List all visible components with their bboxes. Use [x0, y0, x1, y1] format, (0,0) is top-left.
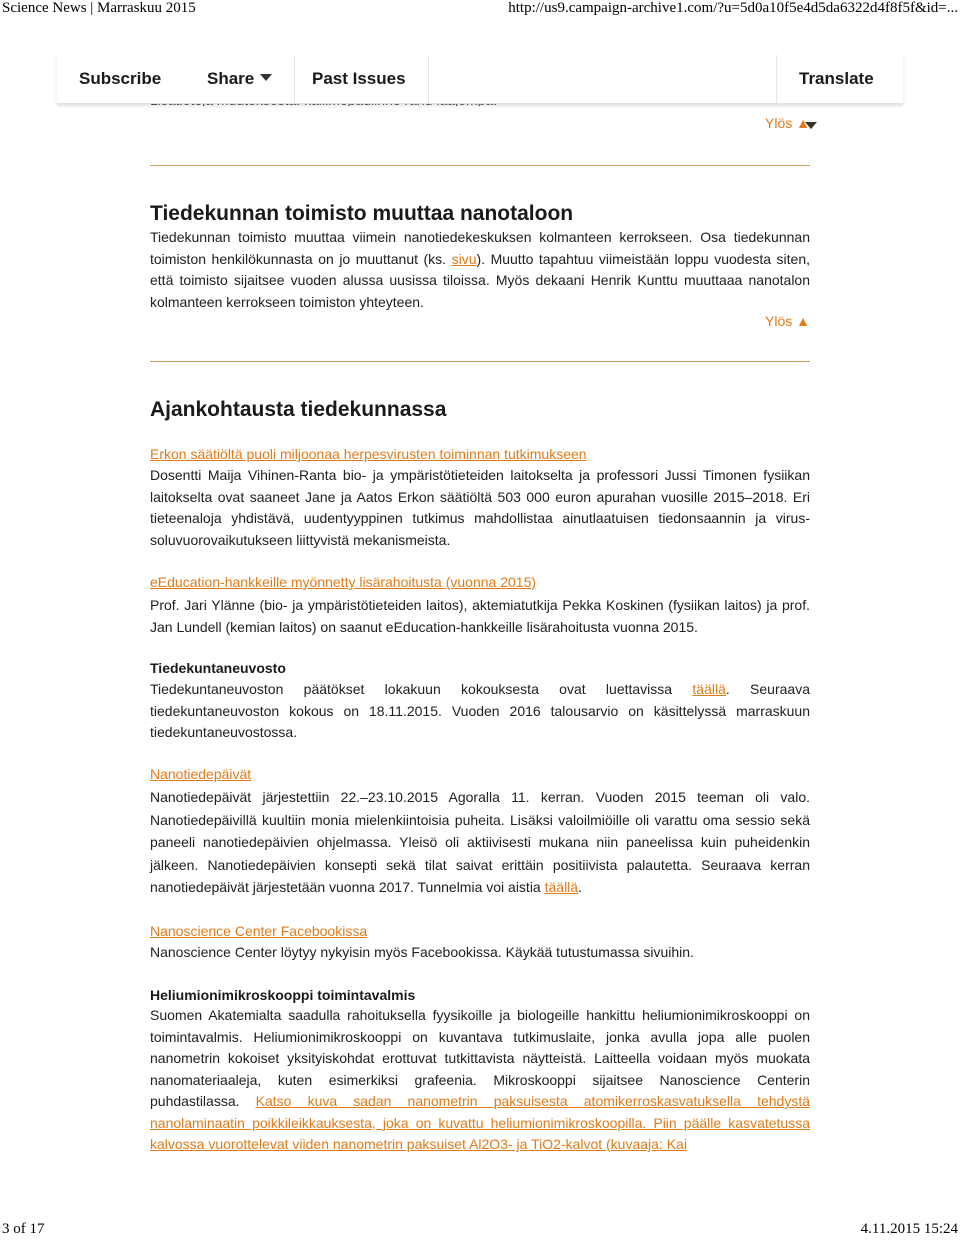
news-paragraph — [150, 1005, 810, 1156]
back-to-top-link[interactable]: Ylös ▲ — [765, 313, 810, 329]
news-heading-link[interactable]: Erkon säätiöltä puoli miljoonaa herpesvirusten toiminnan tutkimukseen — [150, 446, 587, 462]
subscribe-label: Subscribe — [79, 69, 162, 88]
news-heading: Tiedekuntaneuvosto — [150, 660, 286, 676]
translate-dropdown[interactable] — [776, 55, 903, 103]
sivu-link[interactable]: sivu — [451, 250, 477, 267]
news-paragraph — [150, 679, 810, 744]
news-heading-link[interactable]: Nanotiedepäivät — [150, 766, 252, 782]
paragraph-text: . — [578, 879, 582, 895]
print-footer — [0, 1219, 960, 1241]
section-title: Ajankohtausta tiedekunnassa — [150, 398, 447, 421]
taalla-link[interactable]: täällä — [544, 879, 579, 895]
section-title: Tiedekunnan toimisto muuttaa nanotaloon — [150, 202, 574, 225]
print-page-title: Science News | Marraskuu 2015 — [2, 0, 196, 16]
news-heading: Heliumionimikroskooppi toimintavalmis — [150, 987, 416, 1003]
image-link[interactable]: Katso kuva sadan nanometrin paksuisesta atomikerroskasvatuksella tehdystä nanolaminaatin poikkileikkauksesta, joka on kuvattu heliumionimikroskoopilla. Piin päälle kasvatetussa kalvossa vuorottelevat viiden nanometrin paksuiset Al2O3- ja TiO2-kalvot (kuvaaja: Kai — [150, 1093, 810, 1152]
taalla-link[interactable]: täällä — [692, 681, 726, 697]
print-timestamp: 4.11.2015 15:24 — [860, 1221, 958, 1237]
past-issues-link[interactable] — [290, 55, 429, 103]
translate-label: Translate — [799, 69, 874, 88]
share-label: Share — [207, 69, 255, 88]
share-dropdown[interactable] — [185, 55, 295, 103]
print-page-url: http://us9.campaign-archive1.com/?u=5d0a10f5e4d5da6322d4f8f5f&id=... — [508, 0, 958, 16]
paragraph-text: Tiedekuntaneuvoston päätökset lokakuun kokouksesta ovat luettavissa — [150, 681, 693, 697]
page-counter: 3 of 17 — [2, 1221, 45, 1237]
past-issues-label: Past Issues — [312, 69, 406, 88]
paragraph-text: ). Muutto tapahtuu viimeistään loppu vuodesta siten, että toimisto sijaitsee vuoden alussa uusissa tiloissa. Myös dekaani Henrik Kunttu muuttaaa nanotalon kolmanteen kerrokseen toimiston yhteyteen. — [150, 250, 811, 310]
news-paragraph: Nanoscience Center löytyy nykyisin myös Facebookissa. Käykää tutustumassa sivuihin. — [150, 944, 694, 960]
news-heading-link[interactable]: eEducation-hankkeille myönnetty lisärahoitusta (vuonna 2015) — [150, 574, 537, 590]
chevron-down-icon — [805, 122, 817, 129]
chevron-down-icon — [260, 74, 272, 81]
subscribe-link[interactable] — [57, 55, 183, 103]
news-paragraph: Dosentti Maija Vihinen-Ranta bio- ja ympäristötieteiden laitokselta ja professori Jussi Timonen fysiikan laitokselta ovat saaneet Jane ja Aatos Erkon säätiöltä 503 000 euron apurahan vuosille 2015–2018. Eri tieteenaloja yhdistävä, uudentyyppinen tutkimus mahdollistaa ainutlaatuisen tiedonsaannin ja virus-soluvuorovaikutukseen liittyvistä mekanismeista. — [150, 467, 810, 548]
print-header — [0, 0, 960, 24]
paragraph-text: Tiedekunnan toimisto muuttaa viimein nanotiedekeskuksen kolmanteen kerrokseen. Osa tiedekunnan toimiston henkilökunnasta on jo muuttanut (ks. — [150, 229, 810, 267]
paragraph-text: . Seuraava tiedekuntaneuvoston kokous on 18.11.2015. Vuoden 2016 talousarvio on käsittelyssä marraskuun tiedekuntaneuvostossa. — [150, 681, 810, 740]
paragraph-text: Nanotiedepäivät järjestettiin 22.–23.10.2015 Agoralla 11. kerran. Vuoden 2015 teeman oli valo. Nanotiedepäivillä kuultiin monia mielenkiintoisia puheita. Lisäksi valoilmiöille oli varattu oma sessio sekä paneeli nanotiedepäivien ohjelmassa. Yleisö oli aktiivisesti mukana niin paneelissa kuin puheidenkin jälkeen. Nanotiedepäivien konsepti sekä tilat saivat erittäin positiivista palautetta. Seuraava kerran nanotiedepäivät järjestetään vuonna 2017. Tunnelmia voi aistia — [150, 789, 810, 895]
archive-navbar — [57, 55, 903, 104]
paragraph-text: Suomen Akatemialta saadulla rahoituksella fyysikoille ja biologeille hankittu heliumionimikroskooppi on toimintavalmis. Heliumionimikroskooppi on kuvantava tutkimuslaite, jonka avulla jopa alle puolen nanometrin kokoiset yksityiskohdat erottuvat tutkittavista näytteistä. Laitteella voidaan myös muokata nanomateriaaleja, kuten esimerkiksi grafeenia. Mikroskooppi sijaitsee Nanoscience Centerin puhdastilassa. — [150, 1007, 810, 1109]
news-paragraph: Prof. Jari Ylänne (bio- ja ympäristötieteiden laitos), aktemiatutkija Pekka Koskinen (fysiikan laitos) ja prof. Jan Lundell (kemian laitos) on saanut eEducation-hankkeille lisärahoitusta vuonna 2015. — [150, 597, 810, 635]
news-heading-link[interactable]: Nanoscience Center Facebookissa — [150, 923, 368, 939]
section-paragraph — [150, 227, 810, 313]
section-divider — [150, 361, 810, 362]
news-paragraph — [150, 786, 810, 899]
back-to-top-link[interactable]: Ylös ▲ — [765, 115, 810, 131]
section-divider — [150, 165, 810, 166]
